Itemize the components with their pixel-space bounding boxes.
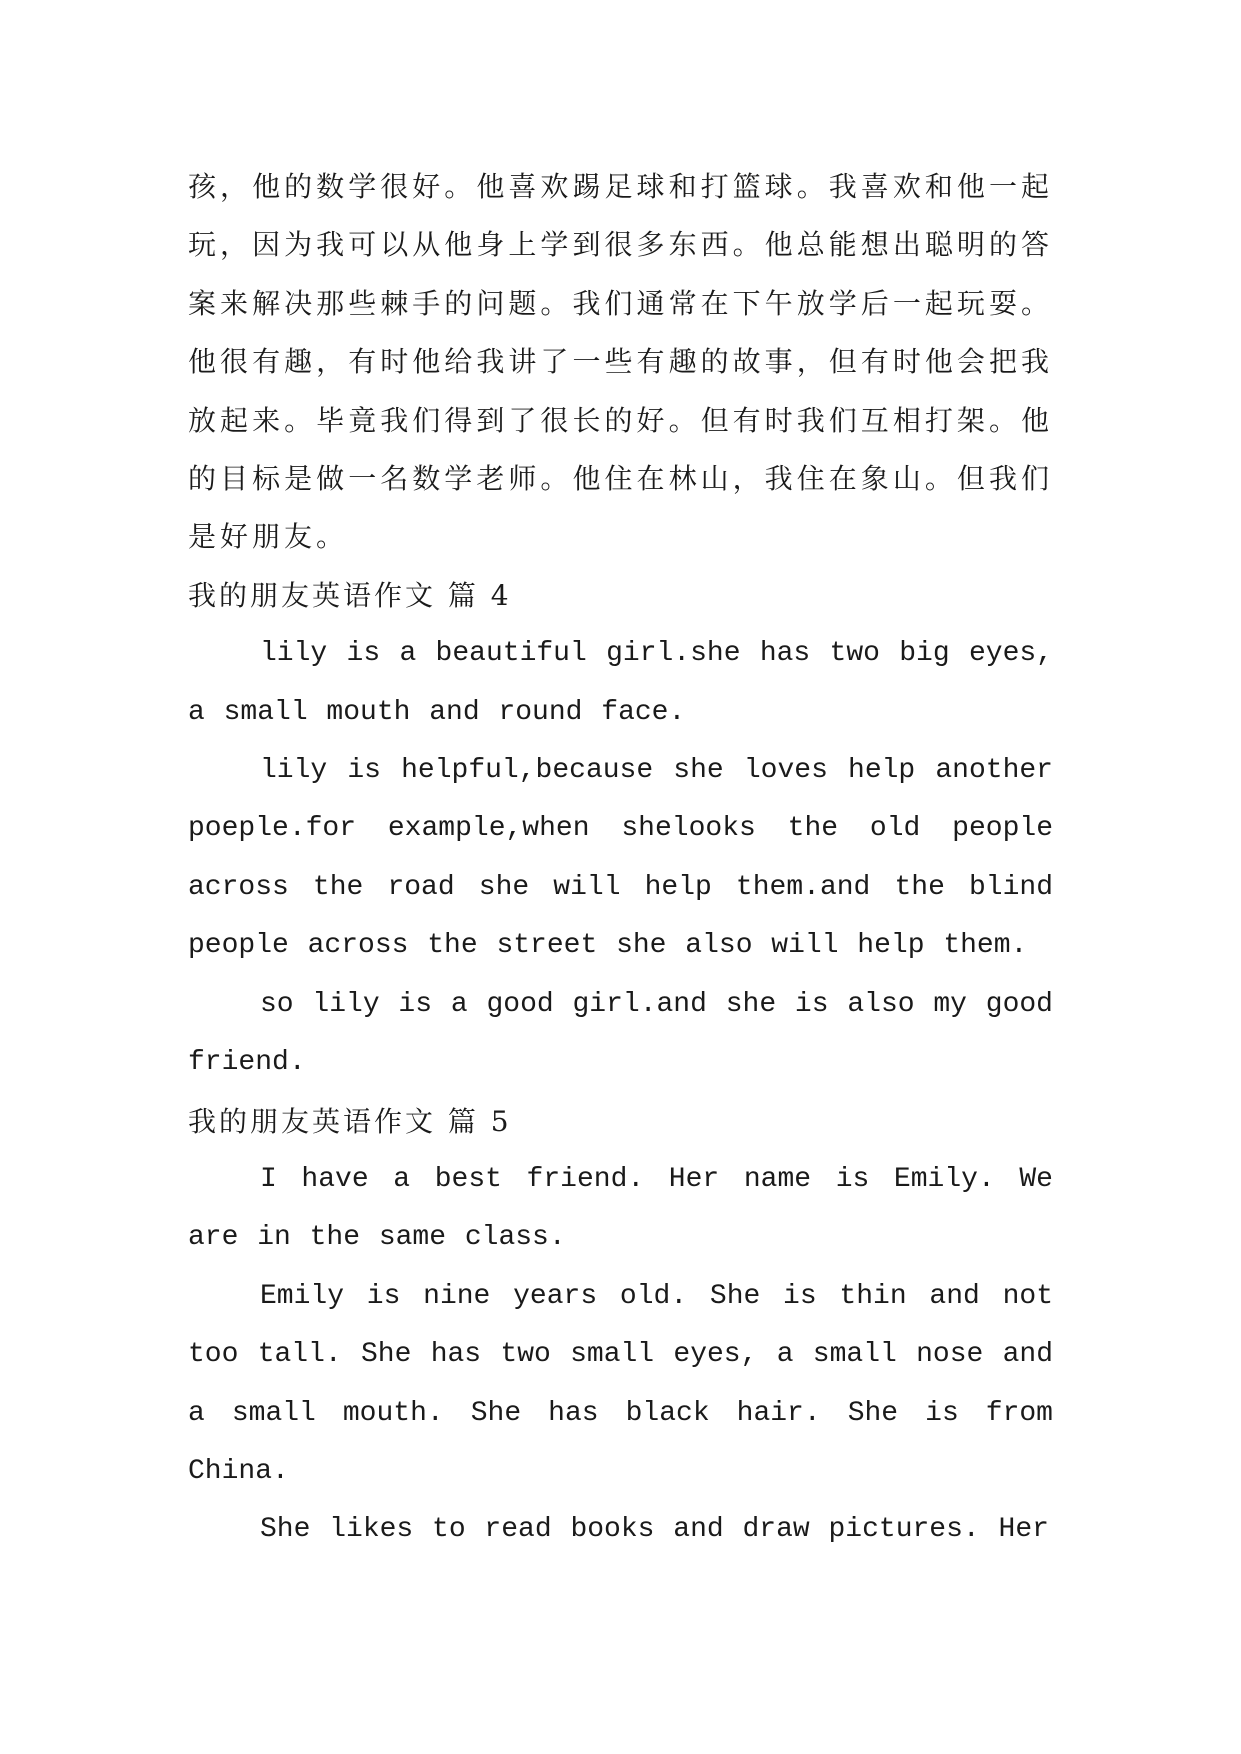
section-4-paragraph-1: lily is a beautiful girl.she has two big eyes, a small mouth and round face. xyxy=(188,638,1053,728)
section-4-heading: 我的朋友英语作文 篇 4 xyxy=(188,578,512,612)
section-5-paragraph-3: She likes to read books and draw pictures. Her xyxy=(260,1514,1049,1546)
section-4-paragraph-3: so lily is a good girl.and she is also my good friend. xyxy=(188,988,1053,1079)
section-5-paragraph-1: I have a best friend. Her name is Emily. We are in the same class. xyxy=(188,1163,1053,1254)
continued-paragraph: 孩，他的数学很好。他喜欢踢足球和打篮球。我喜欢和他一起玩，因为我可以从他身上学到很多东西。他总能想出聪明的答案来解决那些棘手的问题。我们通常在下午放学后一起玩耍。他很有趣，有时他给我讲了一些有趣的故事，但有时他会把我放起来。毕竟我们得到了很长的好。但有时我们互相打架。他的目标是做一名数学老师。他住在林山，我住在象山。但我们是好朋友。 xyxy=(188,170,1053,554)
document-page xyxy=(188,158,1053,1560)
section-4-paragraph-2: lily is helpful,because she loves help another poeple.for example,when shelooks the old people across the road she will help them.and the blind people across the street she also will help them. xyxy=(188,755,1053,962)
section-5-paragraph-2: Emily is nine years old. She is thin and not too tall. She has two small eyes, a small nose and a small mouth. She has black hair. She is from China. xyxy=(188,1280,1053,1487)
section-5-heading: 我的朋友英语作文 篇 5 xyxy=(188,1104,512,1138)
